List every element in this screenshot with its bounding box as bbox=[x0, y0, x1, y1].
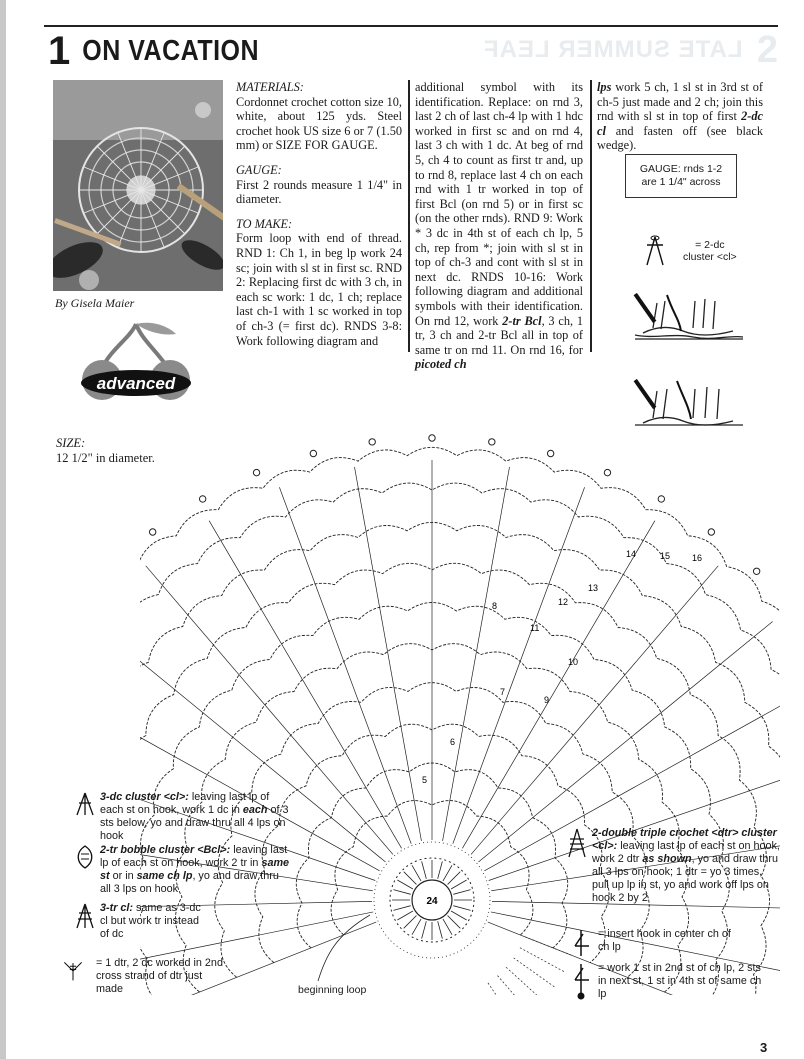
picot bbox=[429, 435, 435, 441]
bobble-cluster-name: 2-tr bobble cluster <Bcl>: bbox=[100, 844, 231, 856]
stitch-spoke bbox=[506, 967, 543, 995]
stitch-spoke bbox=[279, 487, 411, 843]
instructions-column-2 bbox=[415, 80, 583, 372]
round-1-stitch bbox=[443, 919, 452, 935]
round-1-stitch bbox=[404, 916, 417, 929]
gauge-box bbox=[625, 154, 737, 198]
round-1-stitch bbox=[451, 880, 467, 889]
bleed-through-number: 2 bbox=[756, 28, 778, 71]
column-divider-1 bbox=[408, 80, 410, 352]
dtr-cluster-name: 2-double triple crochet <dtr> cluster <cl>: bbox=[592, 827, 777, 852]
instructions-column-1 bbox=[236, 80, 402, 348]
materials-text: Cordonnet crochet cotton size 10, white, about 125 yds. Steel crochet hook US size 6 or 7 (1.50 mm) or SIZE FOR GAUGE. bbox=[236, 94, 402, 153]
round-1-stitch bbox=[438, 921, 443, 938]
round-1-stitch bbox=[448, 916, 461, 929]
insert-hook-desc: = insert hook in center ch of ch lp bbox=[598, 928, 731, 953]
3dc-cluster-desc-1: leaving last lp of each st on hook, work 1 dc in bbox=[100, 791, 270, 816]
bobble-cluster-symbol-icon bbox=[74, 844, 96, 870]
3tr-cluster-name: 3-tr cl: bbox=[100, 902, 133, 914]
3tr-cluster-symbol-icon bbox=[74, 902, 96, 930]
picot bbox=[310, 450, 316, 456]
dtr-2dc-symbol-icon bbox=[62, 957, 84, 985]
center-count: 24 bbox=[426, 896, 438, 907]
bobble-desc-4: same ch lp bbox=[136, 870, 193, 882]
round-1-stitch bbox=[453, 906, 470, 911]
size-text: 12 1/2" in diameter. bbox=[56, 451, 155, 465]
project-number: 1 bbox=[48, 29, 71, 73]
chain-round bbox=[140, 447, 780, 995]
to-make-text-2: additional symbol with its identification. Replace: on rnd 3, last 2 ch of last ch-4 lp with 1 hdc worked in first sc and on rnd 4, last 3 ch with 1 dc. At beg of rnd 5, ch 4 to count as first tr and, up to rnd 8, replace last 4 ch on each rnd with 1 tr worked in top of first Bcl (on rnd 5) or in first sc (on the other rnds). RND 9: Work * 3 dc in 4th st of each ch lp, 5 ch, rep from *; join with sl st in top of ch-3 and cont with sl st in next dc. RNDS 10-16: Work following diagram and additional symbols with their identification. On rnd 12, work bbox=[415, 80, 583, 328]
picot bbox=[753, 568, 759, 574]
chain-round bbox=[140, 522, 780, 995]
top-rule bbox=[44, 25, 778, 27]
work-1st-desc: = work 1 st in 2nd st of ch lp, 2 sts in next st, 1 st in 4th st of same ch lp bbox=[598, 962, 762, 1000]
round-label: 13 bbox=[588, 583, 599, 593]
dtr-cluster-desc-1: leaving last lp of each st on hook, work 2 dtr bbox=[592, 840, 780, 865]
round-label: 15 bbox=[660, 551, 671, 561]
page-number: 3 bbox=[760, 1040, 768, 1055]
instructions-column-3 bbox=[597, 80, 763, 153]
bobble-desc-2: same st bbox=[100, 857, 290, 882]
picot bbox=[489, 439, 495, 445]
round-label: 12 bbox=[558, 597, 569, 607]
badge-label: advanced bbox=[96, 374, 176, 393]
3dc-cluster-name: 3-dc cluster <cl>: bbox=[100, 791, 189, 803]
round-label: 8 bbox=[492, 601, 498, 611]
round-label: 6 bbox=[450, 737, 456, 747]
picot bbox=[604, 469, 610, 475]
picot bbox=[708, 529, 714, 535]
round-1-stitch bbox=[397, 880, 413, 889]
stitch-spoke bbox=[497, 976, 530, 995]
round-label: 16 bbox=[692, 553, 703, 563]
round-1-stitch bbox=[412, 919, 421, 935]
crochet-diagram-svg bbox=[140, 395, 780, 995]
bcl-term: 2-tr Bcl bbox=[502, 313, 542, 328]
round-1-stitch bbox=[448, 872, 461, 885]
insert-hook-symbol-icon bbox=[572, 928, 594, 958]
picot bbox=[149, 529, 155, 535]
round-1-stitch bbox=[412, 865, 421, 881]
3dc-cluster-desc-2: each bbox=[242, 804, 268, 816]
legend-2dc-cluster bbox=[643, 235, 763, 405]
doily-photo bbox=[53, 80, 223, 291]
dtr-cluster-desc-3: , yo and draw thru all 3 lps on hook; 1 dtr = yo 3 times, pull up lp in st, yo and work off lps on hook 2 by 2 bbox=[592, 853, 779, 904]
2dc-cluster-symbol-icon bbox=[643, 235, 667, 267]
picot bbox=[253, 469, 259, 475]
gauge-text: First 2 rounds measure 1 1/4" in diameter. bbox=[236, 177, 402, 207]
stitch-spoke bbox=[453, 487, 585, 843]
dc-cl-term: 2-dc cl bbox=[597, 109, 764, 138]
page-header bbox=[48, 30, 259, 72]
round-1-stitch bbox=[453, 890, 470, 895]
gauge-box-line-2: are 1 1/4" across bbox=[641, 176, 721, 188]
round-label: 10 bbox=[568, 657, 579, 667]
round-label: 14 bbox=[626, 549, 637, 559]
materials-heading: MATERIALS: bbox=[236, 80, 304, 94]
crochet-diagram bbox=[140, 395, 780, 995]
3dc-cluster-symbol-icon bbox=[74, 791, 96, 817]
2dc-legend-line-1: = 2-dc bbox=[695, 239, 725, 251]
round-label: 11 bbox=[530, 623, 540, 633]
column-divider-2 bbox=[590, 80, 592, 352]
stitch-spoke bbox=[471, 566, 718, 855]
round-1-stitch bbox=[422, 861, 427, 878]
gauge-heading: GAUGE: bbox=[236, 162, 282, 177]
stitch-spoke bbox=[478, 621, 772, 862]
lps-term: lps bbox=[597, 80, 612, 94]
bleed-through-header bbox=[483, 30, 778, 70]
chain-round bbox=[140, 483, 780, 995]
to-make-text-3: work 5 ch, 1 sl st in 3rd st of ch-5 just made and 2 ch; join this rnd with sl st in top of first bbox=[597, 80, 763, 124]
picot bbox=[547, 450, 553, 456]
bobble-desc-5: , yo and draw thru all 3 lps on hook bbox=[100, 870, 279, 895]
picot bbox=[199, 496, 205, 502]
round-1-stitch bbox=[404, 872, 417, 885]
round-1-stitch bbox=[393, 906, 410, 911]
round-1-stitch bbox=[393, 890, 410, 895]
page-edge bbox=[0, 0, 6, 1059]
3tr-cluster-desc: same as 3-dc cl but work tr instead of dc bbox=[100, 902, 201, 940]
project-title: ON VACATION bbox=[82, 34, 260, 67]
round-1-stitch bbox=[451, 911, 467, 920]
round-1-stitch bbox=[438, 861, 443, 878]
round-1-stitch bbox=[443, 865, 452, 881]
picoted-ch-term: picoted ch bbox=[415, 357, 467, 372]
to-make-text-1: Form loop with end of thread. RND 1: Ch 1, in beg lp work 24 sc; join with sl st in first sc. RND 2: Replacing first dc with 3 ch, in each sc work: 1 dc, 1 ch; replace last ch-1 with 1 sc worked in top of ch-3 (= first dc). RNDS 3-8: Work following diagram and bbox=[236, 231, 402, 348]
designer-byline: By Gisela Maier bbox=[55, 296, 135, 310]
round-label: 9 bbox=[544, 695, 550, 705]
2dc-legend-line-2: cluster <cl> bbox=[683, 251, 737, 263]
dtr-cluster-desc-2: as shown bbox=[642, 853, 692, 865]
to-make-heading: TO MAKE: bbox=[236, 216, 293, 231]
stitch-spoke bbox=[514, 958, 555, 987]
bobble-desc-1: leaving last lp of each st on hook, work 2 tr in bbox=[100, 844, 288, 869]
work-stitch-symbol-icon bbox=[572, 962, 594, 1002]
to-make-text-2b: , 3 ch, 1 tr, 3 ch and 2-tr Bcl all in top of same tr on rnd 11. On rnd 16, for bbox=[415, 313, 583, 357]
round-label: 5 bbox=[422, 775, 428, 785]
beginning-loop-pointer bbox=[318, 915, 370, 981]
dtr-2dc-desc: = 1 dtr, 2 dc worked in 2nd cross strand of dtr just made bbox=[96, 957, 223, 995]
to-make-text-3b: and fasten off (see black wedge). bbox=[597, 123, 763, 153]
bleed-through-title: LATE SUMMER LEAF bbox=[483, 36, 743, 63]
bobble-desc-3: or in bbox=[109, 870, 137, 882]
stitch-spoke bbox=[520, 948, 564, 972]
3dc-cluster-desc-3: of 3 sts below, yo and draw thru all 4 lps on hook bbox=[100, 804, 289, 842]
size-heading: SIZE: bbox=[56, 436, 86, 450]
gauge-box-line-1: GAUGE: rnds 1-2 bbox=[639, 163, 723, 175]
beginning-loop-label: beginning loop bbox=[298, 984, 367, 996]
stitch-spoke bbox=[488, 983, 516, 995]
round-1-stitch bbox=[397, 911, 413, 920]
picot bbox=[658, 496, 664, 502]
picot bbox=[369, 439, 375, 445]
round-label: 7 bbox=[500, 687, 506, 697]
dtr-cluster-symbol-icon bbox=[566, 827, 588, 859]
round-1-stitch bbox=[422, 921, 427, 938]
